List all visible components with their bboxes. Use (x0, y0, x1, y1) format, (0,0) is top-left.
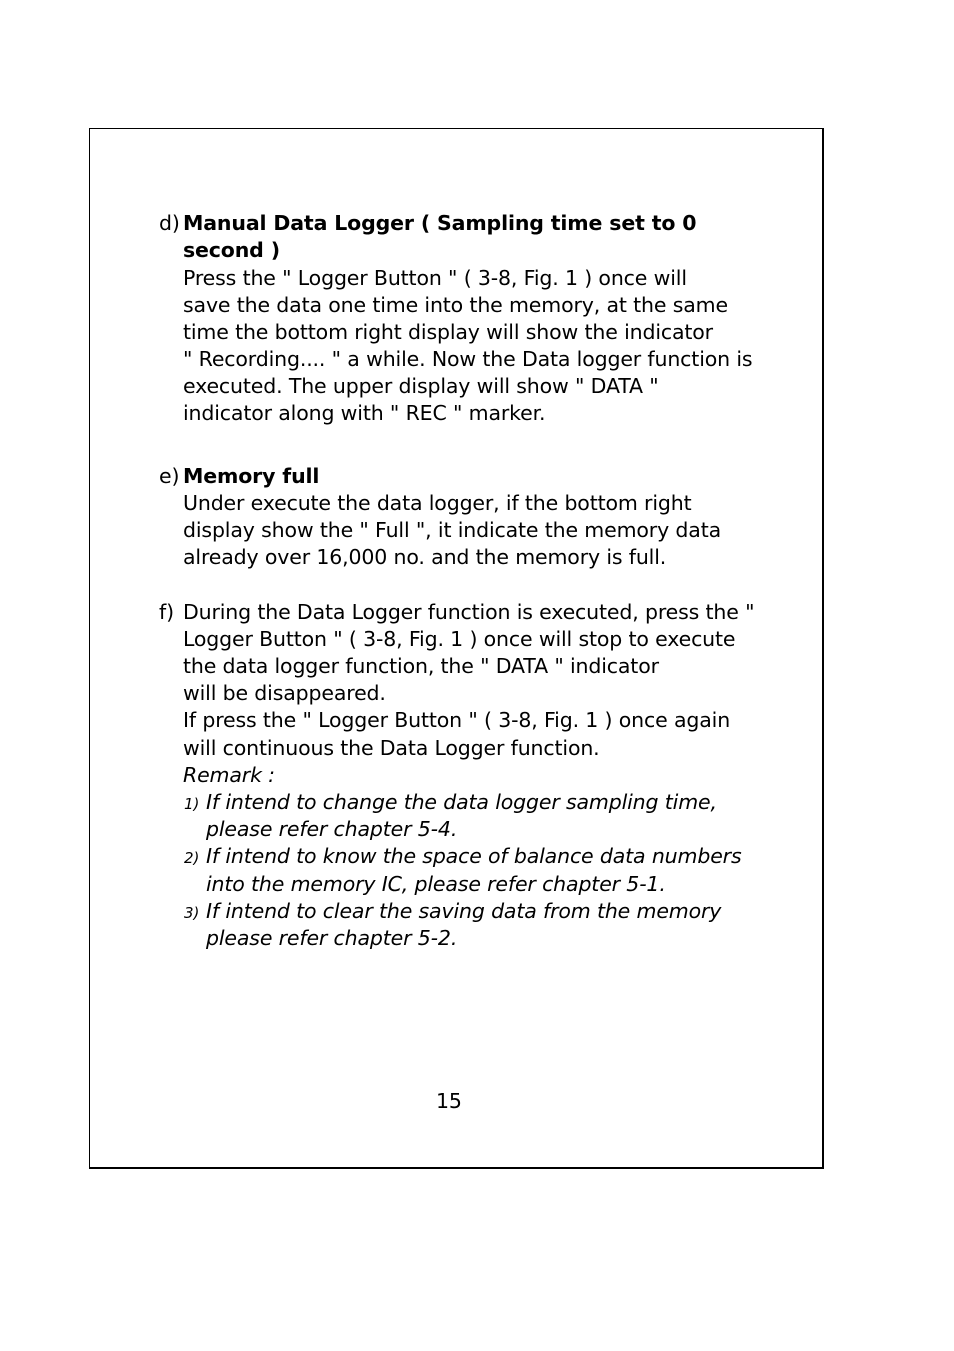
page-number: 15 (436, 1089, 462, 1113)
section-f-text: will be disappeared. (183, 681, 386, 705)
section-d-text: Press the " Logger Button " ( 3-8, Fig. 1 ) once will (183, 266, 687, 290)
remark-text: If intend to change the data logger sampling time, (206, 790, 717, 814)
section-f-text: the data logger function, the " DATA " indicator (183, 654, 659, 678)
remark-label: Remark : (183, 763, 275, 787)
section-e-marker: e) (159, 464, 180, 488)
section-e-title: Memory full (183, 464, 320, 488)
section-d-text: save the data one time into the memory, at the same (183, 293, 728, 317)
section-f-text: Logger Button " ( 3-8, Fig. 1 ) once will stop to execute (183, 627, 736, 651)
section-f-text: During the Data Logger function is executed, press the " (183, 600, 755, 624)
remark-text: please refer chapter 5-4. (206, 817, 458, 841)
section-f-text: If press the " Logger Button " ( 3-8, Fig. 1 ) once again (183, 708, 731, 732)
section-d-text: time the bottom right display will show the indicator (183, 320, 713, 344)
section-e-text: Under execute the data logger, if the bottom right (183, 491, 692, 515)
section-d-text: indicator along with " REC " marker. (183, 401, 546, 425)
section-d-title-cont: second ) (183, 238, 280, 262)
section-d-text: " Recording.... " a while. Now the Data logger function is (183, 347, 753, 371)
section-f-text: will continuous the Data Logger function. (183, 736, 600, 760)
section-d-title: Manual Data Logger ( Sampling time set to 0 (183, 211, 697, 235)
remark-text: please refer chapter 5-2. (206, 926, 458, 950)
remark-number: 1) (184, 795, 200, 813)
remark-text: If intend to clear the saving data from the memory (206, 899, 722, 923)
remark-number: 3) (184, 904, 200, 922)
section-e-text: display show the " Full ", it indicate the memory data (183, 518, 721, 542)
remark-text: into the memory IC, please refer chapter 5-1. (206, 872, 666, 896)
section-f-marker: f) (159, 600, 174, 624)
remark-number: 2) (184, 849, 200, 867)
section-e-text: already over 16,000 no. and the memory is full. (183, 545, 667, 569)
section-d-marker: d) (159, 211, 180, 235)
section-d-text: executed. The upper display will show " DATA " (183, 374, 659, 398)
remark-text: If intend to know the space of balance data numbers (206, 844, 742, 868)
